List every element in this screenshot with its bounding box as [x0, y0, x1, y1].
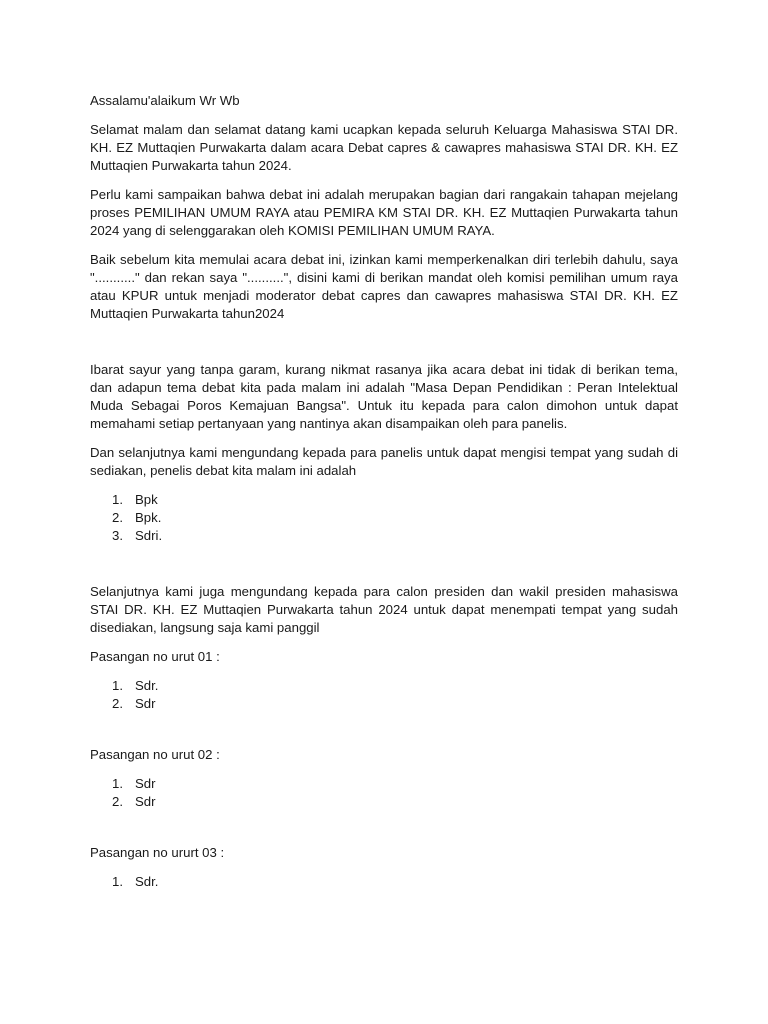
- list-number: 1.: [112, 492, 123, 507]
- list-text: Bpk.: [135, 510, 162, 525]
- list-item: [90, 873, 678, 891]
- spacer: [90, 724, 678, 746]
- paragraph-candidate-invite: Selanjutnya kami juga mengundang kepada para calon presiden dan wakil presiden mahasiswa STAI DR. KH. EZ Muttaqien Purwakarta tahun 2024 untuk dapat menempati tempat yang sudah disediakan, langsung saja kami panggil: [90, 584, 678, 635]
- paragraph-moderator-intro: Baik sebelum kita memulai acara debat ini, izinkan kami memperkenalkan diri terlebih dahulu, saya "..........." dan rekan saya "..........", disini kami di berikan mandat oleh komisi pemilihan umum raya atau KPUR untuk menjadi moderator debat capres dan cawapres mahasiswa STAI DR. KH. EZ Muttaqien Purwakarta tahun2024: [90, 252, 678, 321]
- list-text: Sdri.: [135, 528, 163, 543]
- greeting: Assalamu'alaikum Wr Wb: [90, 93, 240, 108]
- list-item: [90, 695, 678, 713]
- paragraph-panelist-invite: Dan selanjutnya kami mengundang kepada para panelis untuk dapat mengisi tempat yang sudah di sediakan, penelis debat kita malam ini adalah: [90, 445, 678, 478]
- spacer: [90, 334, 678, 361]
- list-text: Sdr: [135, 696, 156, 711]
- list-number: 1.: [112, 874, 123, 889]
- paragraph-opening: Selamat malam dan selamat datang kami ucapkan kepada seluruh Keluarga Mahasiswa STAI DR. KH. EZ Muttaqien Purwakarta dalam acara Debat capres & cawapres mahasiswa STAI DR. KH. EZ Muttaqien Purwakarta tahun 2024.: [90, 122, 678, 173]
- pair-01-list: [90, 677, 678, 713]
- list-item: [90, 775, 678, 793]
- list-number: 1.: [112, 776, 123, 791]
- pair-03-heading: Pasangan no ururt 03 :: [90, 845, 225, 860]
- list-item: [90, 491, 678, 509]
- list-number: 2.: [112, 696, 123, 711]
- list-item: [90, 509, 678, 527]
- document-page: [90, 92, 678, 902]
- list-item: [90, 793, 678, 811]
- paragraph-debate-context: Perlu kami sampaikan bahwa debat ini adalah merupakan bagian dari rangakain tahapan mejelang proses PEMILIHAN UMUM RAYA atau PEMIRA KM STAI DR. KH. EZ Muttaqien Purwakarta tahun 2024 yang di selenggarakan oleh KOMISI PEMILIHAN UMUM RAYA.: [90, 187, 678, 238]
- pair-02-list: [90, 775, 678, 811]
- list-item: [90, 677, 678, 695]
- pair-03-list: [90, 873, 678, 891]
- list-text: Sdr: [135, 776, 156, 791]
- pair-01-heading: Pasangan no urut 01 :: [90, 649, 220, 664]
- paragraph-theme: Ibarat sayur yang tanpa garam, kurang nikmat rasanya jika acara debat ini tidak di berikan tema, dan adapun tema debat kita pada malam ini adalah "Masa Depan Pendidikan : Peran Intelektual Muda Sebagai Poros Kemajuan Bangsa". Untuk itu kepada para calon dimohon untuk dapat memahami setiap pertanyaan yang nantinya akan disampaikan oleh para panelis.: [90, 362, 678, 431]
- list-text: Sdr.: [135, 678, 159, 693]
- list-number: 1.: [112, 678, 123, 693]
- panelist-list: [90, 491, 678, 545]
- spacer: [90, 822, 678, 844]
- list-item: [90, 527, 678, 545]
- spacer: [90, 556, 678, 583]
- list-text: Sdr: [135, 794, 156, 809]
- list-text: Sdr.: [135, 874, 159, 889]
- list-text: Bpk: [135, 492, 158, 507]
- pair-02-heading: Pasangan no urut 02 :: [90, 747, 220, 762]
- list-number: 2.: [112, 510, 123, 525]
- list-number: 2.: [112, 794, 123, 809]
- list-number: 3.: [112, 528, 123, 543]
